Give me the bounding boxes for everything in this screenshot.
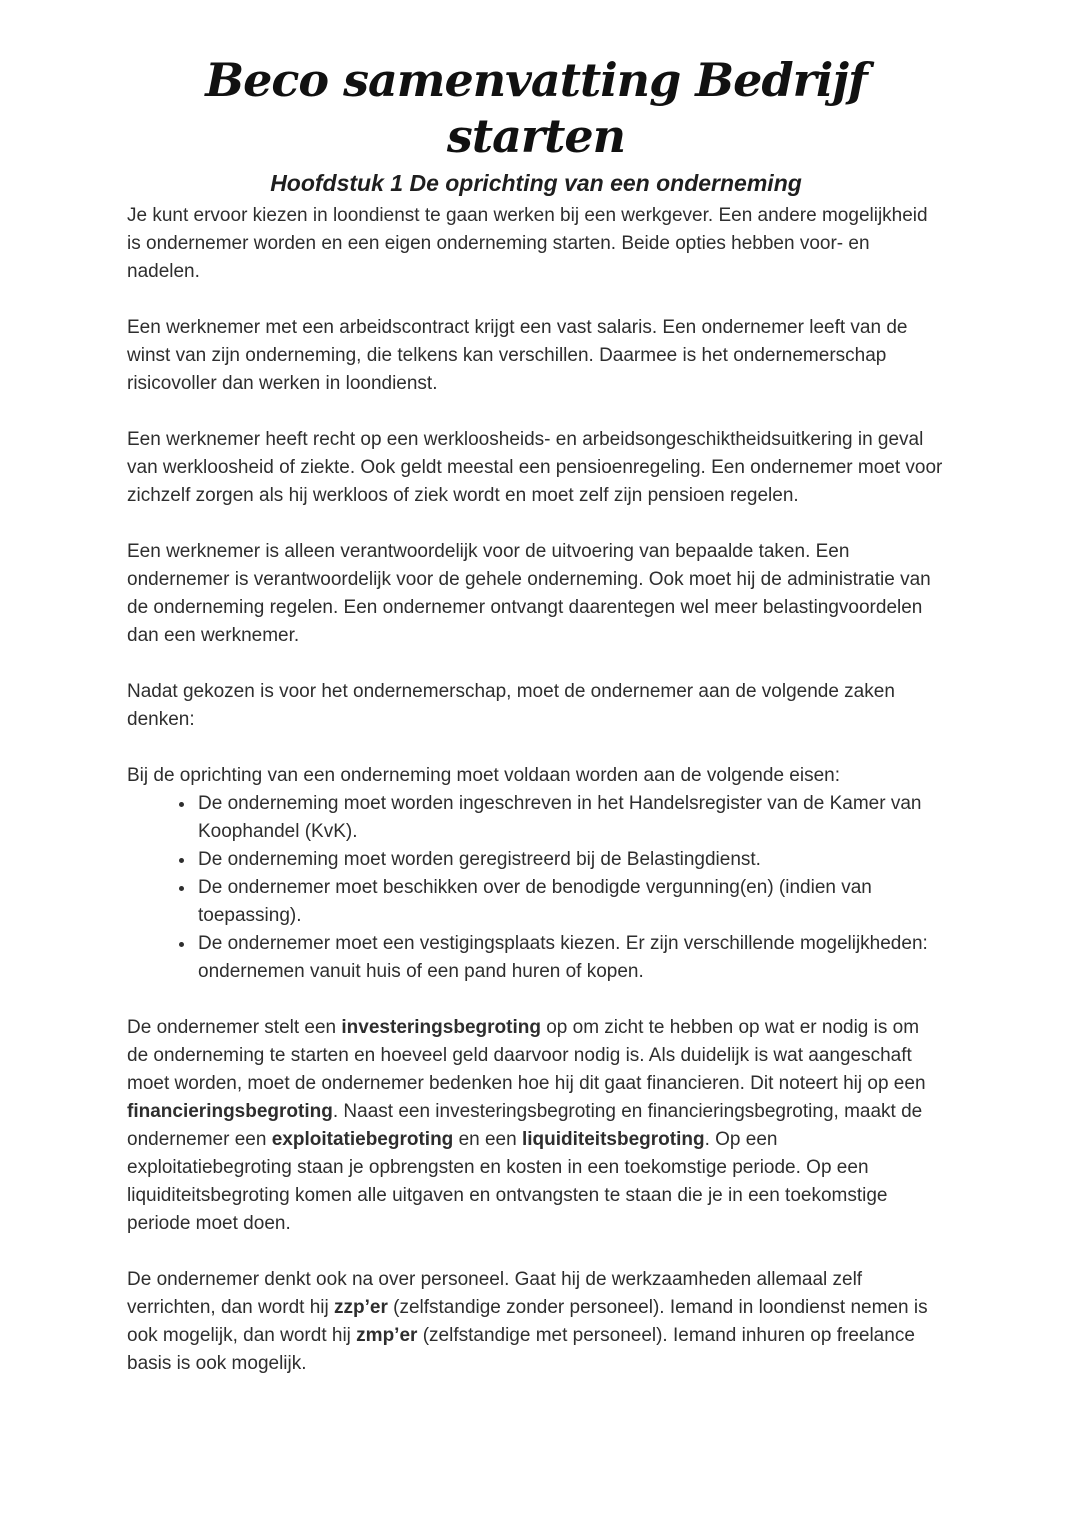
- list-item: • De onderneming moet worden ingeschreven in het Handelsregister van de Kamer van Koophandel (KvK).: [196, 790, 945, 846]
- document-title: Beco samenvatting Bedrijf starten: [205, 53, 867, 163]
- list-item: • De ondernemer moet een vestigingsplaats kiezen. Er zijn verschillende mogelijkheden: ondernemen vanuit huis of een pand huren of kopen.: [196, 930, 945, 986]
- paragraph-personnel: De ondernemer denkt ook na over personeel. Gaat hij de werkzaamheden allemaal zelf verrichten, dan wordt hij zzp’er (zelfstandige zonder personeel). Iemand in loondienst nemen is ook mogelijk, dan wordt hij zmp’er (zelfstandige met personeel). Iemand inhuren op freelance basis is ook mogelijk.: [127, 1269, 928, 1374]
- paragraph-responsibility: Een werknemer is alleen verantwoordelijk voor de uitvoering van bepaalde taken. Een ondernemer is verantwoordelijk voor de gehele onderneming. Ook moet hij de administratie van de onderneming regelen. Een ondernemer ontvangt daarentegen wel meer belastingvoordelen dan een werknemer.: [127, 541, 931, 646]
- paragraph-salary-vs-profit: Een werknemer met een arbeidscontract krijgt een vast salaris. Een ondernemer leeft van de winst van zijn onderneming, die telkens kan verschillen. Daarmee is het ondernemerschap risicovoller dan werken in loondienst.: [127, 317, 908, 394]
- paragraph-benefits-pension: Een werknemer heeft recht op een werkloosheids- en arbeidsongeschiktheidsuitkering in geval van werkloosheid of ziekte. Ook geldt meestal een pensioenregeling. Een ondernemer moet voor zichzelf zorgen als hij werkloos of ziek wordt en moet zelf zijn pensioen regelen.: [127, 429, 943, 506]
- paragraph-intro-choice: Je kunt ervoor kiezen in loondienst te gaan werken bij een werkgever. Een andere mogelijkheid is ondernemer worden en een eigen onderneming starten. Beide opties hebben voor- en nadelen.: [127, 205, 928, 282]
- paragraph-requirements-intro: Bij de oprichting van een onderneming moet voldaan worden aan de volgende eisen:: [127, 765, 840, 786]
- list-item: • De ondernemer moet beschikken over de benodigde vergunning(en) (indien van toepassing).: [196, 874, 945, 930]
- list-item: • De onderneming moet worden geregistreerd bij de Belastingdienst.: [196, 846, 945, 874]
- paragraph-budgets: De ondernemer stelt een investeringsbegroting op om zicht te hebben op wat er nodig is om de onderneming te starten en hoeveel geld daarvoor nodig is. Als duidelijk is wat aangeschaft moet worden, moet de ondernemer bedenken hoe hij dit gaat financieren. Dit noteert hij op een financieringsbegroting. Naast een investeringsbegroting en financieringsbegroting, maakt de ondernemer een exploitatiebegroting en een liquiditeitsbegroting. Op een exploitatiebegroting staan je opbrengsten en kosten in een toekomstige periode. Op een liquiditeitsbegroting komen alle uitgaven en ontvangsten te staan die je in een toekomstige periode moet doen.: [127, 1017, 926, 1234]
- requirements-list: [127, 790, 945, 986]
- chapter-heading: Hoofdstuk 1 De oprichting van een onderneming: [270, 170, 802, 196]
- paragraph-next-steps: Nadat gekozen is voor het ondernemerschap, moet de ondernemer aan de volgende zaken denken:: [127, 681, 895, 730]
